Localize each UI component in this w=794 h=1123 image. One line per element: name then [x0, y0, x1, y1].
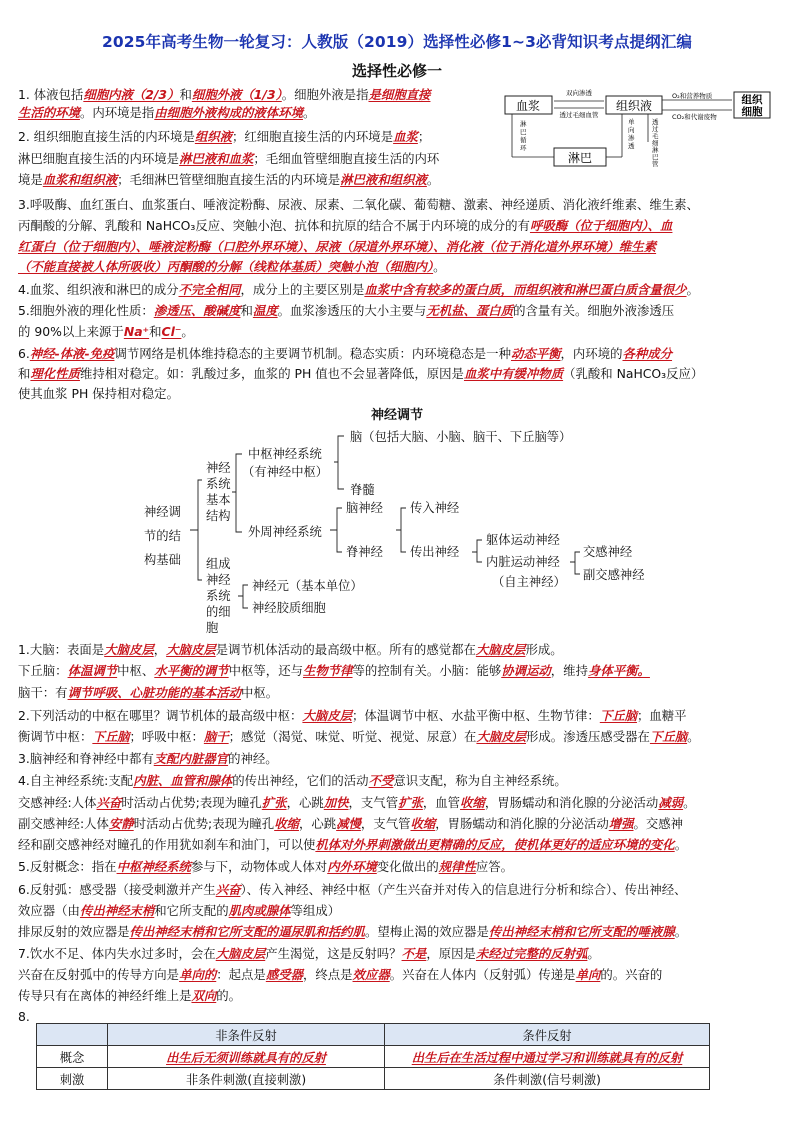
section-title-2: 神经调节 [370, 408, 423, 423]
nerve-2-line-2: 衡调节中枢：下丘脑；呼吸中枢：脑干；感觉（渴觉、味觉、听觉、视觉、尿意）在大脑皮层形成。渗透压感受器在下丘脑。 [18, 729, 700, 744]
tree-spinal-nerve: 脊神经 [346, 545, 383, 559]
nerve-5: 5.反射概念：指在中枢神经系统参与下，动物体或人体对内外环境变化做出的规律性应答。 [18, 859, 514, 874]
plasma-label: 血浆 [515, 99, 541, 113]
tree-basic-structure: 神经 系统 基本 结构 [206, 461, 231, 523]
nerve-7-line-3: 传导只有在离体的神经纤维上是双向的。 [18, 988, 242, 1003]
para-4: 4.血浆、组织液和淋巴的成分不完全相同，成分上的主要区别是血浆中含有较多的蛋白质，而组织液和淋巴蛋白质含量很少。 [18, 282, 699, 297]
para-6-line-1: 6.神经-体液-免疫调节网络是机体维持稳态的主要调节机制。稳态实质：内环境稳态是一种动态平衡，内环境的各种成分 [18, 346, 673, 361]
tissue-label: 组织液 [615, 99, 653, 113]
nerve-structure-tree [140, 422, 660, 642]
svg-text:单: 单 [628, 118, 635, 126]
right-label-1: O₂和营养物质 [672, 92, 713, 100]
svg-text:渗: 渗 [628, 134, 635, 142]
table-cell: 出生后无须训练就具有的反射 [166, 1050, 326, 1065]
nerve-6-line-3: 排尿反射的效应器是传出神经末梢和它所支配的逼尿肌和括约肌。望梅止渴的效应器是传出神经末梢和它所支配的唾液腺。 [18, 924, 688, 939]
tree-afferent: 传入神经 [410, 501, 460, 515]
svg-text:毛: 毛 [652, 132, 659, 140]
left-v-2: 巴 [520, 128, 527, 136]
para-3-line-4: （不能直接被人体所吸收）丙酮酸的分解（线粒体基质）突触小泡（细胞内）。 [18, 259, 446, 274]
cell-label-1: 组织 [741, 94, 763, 106]
tree-brackets [140, 422, 660, 642]
tree-neuron: 神经元（基本单位） [252, 579, 363, 593]
svg-text:巴: 巴 [652, 153, 659, 161]
nerve-1-line-2: 下丘脑：体温调节中枢、水平衡的调节中枢等，还与生物节律等的控制有关。小脑：能够协调运动，维持身体平衡。 [18, 663, 650, 678]
nerve-4-line-3: 副交感神经:人体安静时活动占优势;表现为瞳孔收缩，心跳减慢，支气管收缩，胃肠蠕动和消化腺的分泌活动增强。交感神 [18, 816, 684, 831]
left-v-3: 循 [520, 136, 527, 144]
para-5-line-2: 的 90%以上来源于Na⁺和Cl⁻。 [18, 324, 194, 339]
table-header-blank [37, 1024, 108, 1046]
cell-label-2: 细胞 [741, 106, 763, 118]
reflex-comparison-table [36, 1023, 710, 1090]
para-1-line-2: 生活的环境。内环境是指由细胞外液构成的液体环境。 [18, 105, 316, 120]
tree-spinal: 脊髓 [350, 483, 375, 497]
table-cell: 出生后在生活过程中通过学习和训练就具有的反射 [411, 1050, 683, 1065]
nerve-7-line-1: 7.饮水不足、体内失水过多时，会在大脑皮层产生渴觉，这是反射吗？不是，原因是未经过完整的反射弧。 [18, 946, 600, 961]
body-fluid-diagram [502, 86, 792, 186]
svg-text:透: 透 [652, 118, 659, 126]
arrow-label-bottom: 透过毛细血管 [559, 111, 599, 119]
nerve-4-line-2: 交感神经:人体兴奋时活动占优势;表现为瞳孔扩张，心跳加快，支气管扩张，血管收缩，胃肠蠕动和消化腺的分泌活动减弱。 [18, 795, 696, 810]
nerve-4-line-1: 4.自主神经系统:支配内脏、血管和腺体的传出神经，它们的活动不受意识支配，称为自主神经系统。 [18, 773, 567, 788]
tree-glia: 神经胶质细胞 [252, 601, 326, 615]
table-row [37, 1046, 710, 1068]
tree-cranial: 脑神经 [346, 501, 383, 515]
svg-text:管: 管 [652, 160, 659, 168]
tree-parasympathetic: 副交感神经 [583, 568, 645, 582]
tree-efferent: 传出神经 [410, 545, 460, 559]
table-cell-label: 概念 [37, 1046, 108, 1068]
tree-root: 神经调 节的结 构基础 [144, 505, 181, 567]
table-cell: 条件刺激(信号刺激) [385, 1068, 710, 1090]
tree-cns: 中枢神经系统 [248, 447, 322, 461]
para-3-line-3: 红蛋白（位于细胞内）、唾液淀粉酶（口腔外界环境）、尿液（尿道外界环境）、消化液（位于消化道外界环境）维生素 [18, 239, 657, 254]
table-header-unconditioned: 非条件反射 [108, 1024, 385, 1046]
page-title: 2025年高考生物一轮复习：人教版（2019）选择性必修1~3必背知识考点提纲汇编 [102, 33, 692, 51]
nerve-4-line-4: 经和副交感神经对瞳孔的作用犹如刹车和油门，可以使机体对外界刺激做出更精确的反应，使机体更好的适应环境的变化。 [18, 837, 688, 852]
svg-text:透: 透 [628, 142, 635, 150]
section-title-1: 选择性必修一 [351, 62, 442, 80]
right-label-2: CO₂和代谢废物 [672, 113, 717, 121]
nerve-7-line-2: 兴奋在反射弧中的传导方向是单向的：起点是感受器，终点是效应器。兴奋在人体内（反射弧）传递是单向的。兴奋的 [18, 967, 663, 982]
para-2-line-3: 境是血浆和组织液；毛细淋巴管壁细胞直接生活的内环境是淋巴液和组织液。 [18, 172, 440, 187]
svg-text:过: 过 [652, 125, 659, 133]
para-2-line-1: 2. 组织细胞直接生活的内环境是组织液；红细胞直接生活的内环境是血浆； [18, 129, 431, 144]
tree-sympathetic: 交感神经 [583, 545, 633, 559]
para-3-line-1: 3.呼吸酶、血红蛋白、血浆蛋白、唾液淀粉酶、尿液、尿素、二氧化碳、葡萄糖、激素、神经递质、消化液纤维素、维生素、 [18, 197, 699, 212]
arrow-label-top: 双向渗透 [566, 89, 592, 97]
nerve-2-line-1: 2.下列活动的中枢在哪里？调节机体的最高级中枢：大脑皮层；体温调节中枢、水盐平衡中枢、生物节律：下丘脑；血糖平 [18, 708, 687, 723]
nerve-1-line-1: 1.大脑：表面是大脑皮层，大脑皮层是调节机体活动的最高级中枢。所有的感觉都在大脑皮层形成。 [18, 642, 563, 657]
table-header-row [37, 1024, 710, 1046]
tree-cns-note: （有神经中枢） [242, 465, 329, 479]
table-cell-label: 刺激 [37, 1068, 108, 1090]
table-row [37, 1068, 710, 1090]
para-6-line-3: 使其血浆 PH 保持相对稳定。 [18, 386, 179, 401]
table-cell: 非条件刺激(直接刺激) [108, 1068, 385, 1090]
tree-pns: 外周神经系统 [248, 525, 322, 539]
nerve-8-number: 8. [18, 1009, 30, 1024]
tree-visceral: 内脏运动神经 [486, 555, 560, 569]
nerve-3: 3.脑神经和脊神经中都有支配内脏器官的神经。 [18, 751, 278, 766]
lymph-label: 淋巴 [567, 151, 593, 165]
para-5-line-1: 5.细胞外液的理化性质：渗透压、酸碱度和温度。血浆渗透压的大小主要与无机盐、蛋白质的含量有关。细胞外液渗透压 [18, 303, 675, 318]
nerve-6-line-1: 6.反射弧：感受器（接受刺激并产生兴奋）、传入神经、神经中枢（产生兴奋并对传入的信息进行分析和综合）、传出神经、 [18, 882, 687, 897]
svg-text:淋: 淋 [652, 146, 659, 154]
tree-brain: 脑（包括大脑、小脑、脑干、下丘脑等） [350, 430, 572, 444]
left-v-4: 环 [520, 144, 527, 152]
para-1-line-1: 1. 体液包括细胞内液（2/3）和细胞外液（1/3）。细胞外液是指是细胞直接 [18, 87, 431, 102]
svg-text:细: 细 [652, 139, 659, 147]
tree-cells: 组成 神经 系统 的细 胞 [206, 557, 231, 635]
left-v-1: 淋 [520, 120, 527, 128]
tree-somatic: 躯体运动神经 [486, 533, 560, 547]
para-2-line-2: 淋巴细胞直接生活的内环境是淋巴液和血浆；毛细血管壁细胞直接生活的内环 [18, 151, 440, 166]
tree-autonomic: （自主神经） [492, 575, 566, 589]
para-3-line-2: 丙酮酸的分解、乳酸和 NaHCO₃反应、突触小泡、抗体和抗原的结合不属于内环境的成分的有呼吸酶（位于细胞内）、血 [18, 218, 673, 233]
table-header-conditioned: 条件反射 [385, 1024, 710, 1046]
para-6-line-2: 和理化性质维持相对稳定。如：乳酸过多，血浆的 PH 值也不会显著降低，原因是血浆中有缓冲物质（乳酸和 NaHCO₃反应） [18, 366, 704, 381]
svg-text:向: 向 [628, 126, 635, 134]
nerve-1-line-3: 脑干：有调节呼吸、心脏功能的基本活动中枢。 [18, 685, 279, 700]
nerve-6-line-2: 效应器（由传出神经末梢和它所支配的肌肉或腺体等组成） [18, 903, 341, 918]
